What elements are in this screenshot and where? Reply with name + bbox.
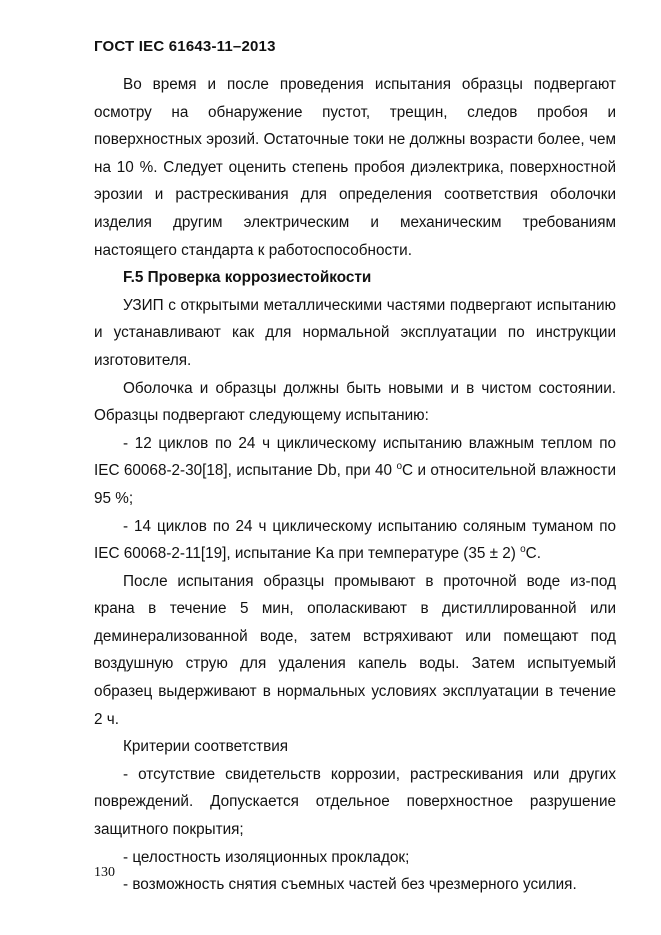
page-number: 130 xyxy=(94,865,115,880)
paragraph-inspection: Во время и после проведения испытания образцы подвергают осмотру на обнаружение пустот, трещин, следов пробоя и поверхностных эрозий. Остаточные токи не должны возрасти более, чем на 10 %. Следует оценить степень пробоя диэлектрика, поверхностной эрозии и растрескивания для определения соответствия оболочки изделия другим электрическим и механическим требованиям настоящего стандарта к работоспособности. xyxy=(94,76,616,259)
criteria-item-removable-parts: - возможность снятия съемных частей без чрезмерного усилия. xyxy=(123,876,577,894)
list-item-damp-heat xyxy=(94,430,616,513)
list-item-salt-mist xyxy=(94,513,616,568)
degree-sign: о xyxy=(396,461,403,473)
list-item-text: С. xyxy=(525,545,541,563)
list-item-text: - 14 циклов по 24 ч циклическому испытанию соляным туманом по IEC 60068-2-11[19], испытание Ka при температуре (35 ± 2) xyxy=(94,517,616,563)
document-body xyxy=(94,71,616,899)
criteria-title: Критерии соответствия xyxy=(123,738,289,756)
list-item-text: С и относительной влажности 95 %; xyxy=(94,462,616,507)
paragraph-spd-test: УЗИП с открытыми металлическими частями подвергают испытанию и устанавливают как для нормальной эксплуатации по инструкции изготовителя. xyxy=(94,296,616,369)
section-title-f5: F.5 Проверка коррозиестойкости xyxy=(123,269,372,287)
document-header: ГОСТ IEC 61643-11–2013 xyxy=(94,38,276,55)
paragraph-washing: После испытания образцы промывают в проточной воде из-под крана в течение 5 мин, ополаскивают в дистиллированной или деминерализованной воде, затем встряхивают или помещают под воздушную струю для удаления капель воды. Затем испытуемый образец выдерживают в нормальных условиях эксплуатации в течение 2 ч. xyxy=(94,572,616,728)
degree-sign: о xyxy=(520,544,526,556)
criteria-item-corrosion: - отсутствие свидетельств коррозии, растрескивания или других повреждений. Допускается отдельное поверхностное разрушение защитного покрытия; xyxy=(94,765,616,839)
list-item-text: - 12 циклов по 24 ч циклическому испытанию влажным теплом по IEC 60068-2-30[18], испытание Db, при 40 xyxy=(94,434,616,480)
paragraph-samples: Оболочка и образцы должны быть новыми и в чистом состоянии. Образцы подвергают следующему испытанию: xyxy=(94,379,616,425)
criteria-item-gaskets: - целостность изоляционных прокладок; xyxy=(123,848,410,866)
